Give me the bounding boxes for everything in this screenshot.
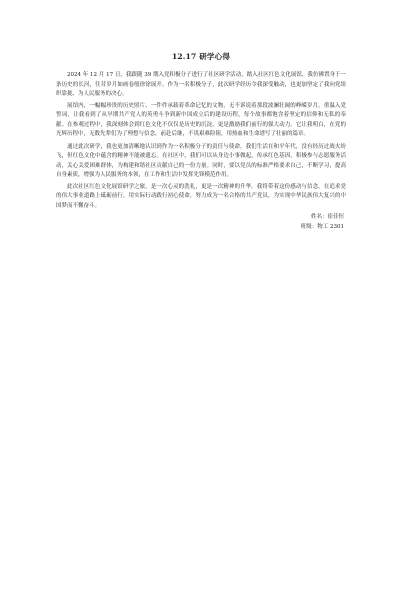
signature-name: 姓名：崔佳恒 — [310, 214, 344, 220]
paragraph-conclusion: 此次社区红色文化展馆研学之旅，是一次心灵的洗礼，更是一次精神的升华。我将带着这份感动与信念，在追求党的伟大事业道路上砥砺前行，用实际行动践行初心使命，努力成为一名合格的共产党员，为实现中华民族伟大复兴的中国梦而不懈奋斗。 — [56, 183, 346, 209]
document-page — [56, 52, 346, 232]
signature-block — [56, 213, 346, 232]
document-title: 12.17 研学心得 — [171, 52, 231, 61]
paragraph-exhibition: 展馆内，一幅幅珍贵的历史照片、一件件承载着革命记忆的文物，无不诉说着那段波澜壮阔的峥嵘岁月。重温入党誓词，让我看到了从早期共产党人的英勇斗争到新中国成立后的建设历程，每个故事都饱含着坚定的信仰和无私的奉献。在参观过程中，我深刻体会到红色文化不仅仅是历史的沉淀，更是激励我们前行的强大动力。它让我明白，在党的光辉历程中，无数先辈们为了理想与信念，前赴后继，不畏艰难险阻，用热血和生命谱写了壮丽的篇章。 — [56, 102, 346, 137]
paragraph-responsibility: 通过此次研学，我也更加清晰地认识到作为一名积极分子的责任与使命。我们生活在和平年代，没有经历过战火纷飞，但红色文化中蕴含的精神不能被遗忘。在社区中，我们可以从身边小事做起，传承红色基因，积极参与志愿服务活动，关心关爱困难群体，为构建和谐社区贡献自己的一份力量。同时，要以党员的标准严格要求自己，不断学习，提高自身素质，增强为人民服务的本领，在工作和生活中发挥先锋模范作用。 — [56, 143, 346, 178]
paragraph-intro: 2024 年 12 月 17 日，我跟随 39 期入党积极分子进行了社区研学活动，踏入社区红色文化展馆，我仿佛置身于一条历史的长河，往昔岁月如画卷般徐徐展开。作为一名积极分子，此次研学经历令我深受触动，也更加坚定了我向党组织靠拢、为人民服务的决心。 — [56, 72, 346, 97]
signature-class: 班级：物工 2301 — [300, 223, 344, 230]
